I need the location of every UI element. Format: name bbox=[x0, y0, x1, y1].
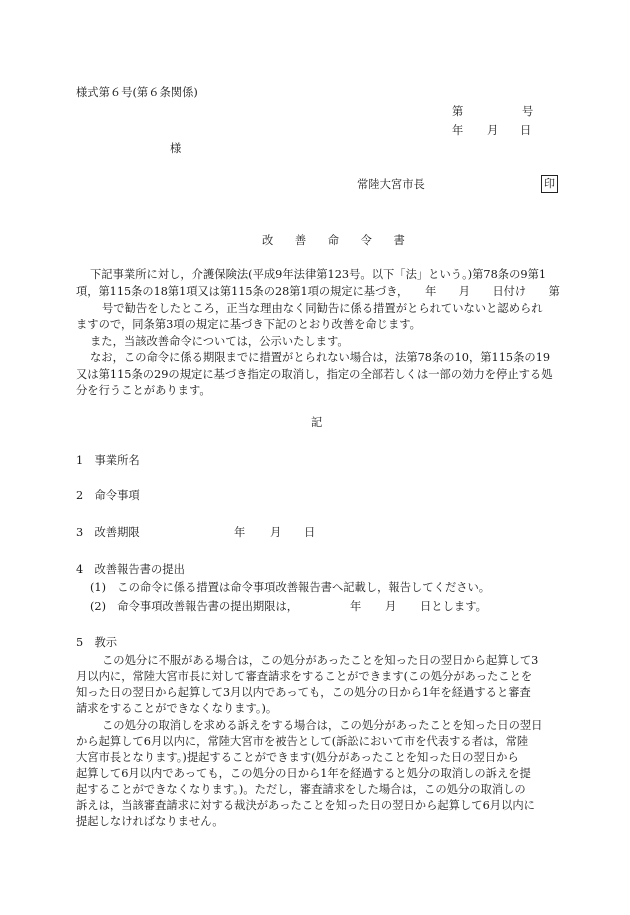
notice-line-4: 請求をすることができなくなります。)。 bbox=[76, 702, 278, 715]
seal-mark: 印 bbox=[541, 175, 558, 193]
item-4-2-day: 日とします。 bbox=[420, 600, 487, 613]
body-p3-line2: 又は第115条の29の規定に基づき指定の取消し，指定の全部若しくは一部の効力を停止する処 bbox=[76, 368, 553, 381]
doc-number-suffix: 号 bbox=[522, 105, 534, 118]
item-2: 2 命令事項 bbox=[76, 489, 140, 502]
item-4-2: (2) 命令事項改善報告書の提出期限は， bbox=[90, 600, 299, 613]
item-3: 3 改善期限 bbox=[76, 526, 140, 539]
date-month: 月 bbox=[487, 124, 499, 137]
item-4-2-year: 年 bbox=[350, 600, 362, 613]
item-4-2-month: 月 bbox=[385, 600, 397, 613]
body-p1-line2: 項，第115条の18第1項又は第115条の28第1項の規定に基づき， 年 月 日付け 第 bbox=[76, 285, 560, 298]
body-p1-line4: ますので，同条第3項の規定に基づき下記のとおり改善を命じます。 bbox=[76, 318, 421, 331]
notice-line-8: 起算して6月以内であっても，この処分の日から1年を経過すると処分の取消しの訴えを提 bbox=[76, 767, 531, 780]
body-p3-line1: なお，この命令に係る期限までに措置がとられない場合は，法第78条の10，第115条の19 bbox=[90, 351, 551, 364]
item-4-1: (1) この命令に係る措置は命令事項改善報告書へ記載し，報告してください。 bbox=[90, 581, 491, 594]
notice-line-11: 提起しなければなりません。 bbox=[76, 815, 224, 828]
item-1: 1 事業所名 bbox=[76, 454, 140, 467]
item-5: 5 教示 bbox=[76, 636, 118, 649]
body-p1-line1: 下記事業所に対し，介護保険法(平成9年法律第123号。以下「法」という。)第78条の9第1 bbox=[90, 268, 547, 281]
date-day: 日 bbox=[520, 124, 532, 137]
notice-line-2: 月以内に，常陸大宮市長に対して審査請求をすることができます(この処分があったことを bbox=[76, 670, 533, 683]
doc-number-prefix: 第 bbox=[452, 105, 464, 118]
notice-line-5: この処分の取消しを求める訴えをする場合は，この処分があったことを知った日の翌日 bbox=[102, 719, 543, 732]
date-year: 年 bbox=[452, 124, 464, 137]
document-title: 改 善 命 令 書 bbox=[262, 234, 414, 247]
notice-line-10: 訴えは，当該審査請求に対する裁決があったことを知った日の翌日から起算して6月以内に bbox=[76, 799, 535, 812]
notice-line-9: 起することができなくなります。)。ただし，審査請求をした場合は，この処分の取消しの bbox=[76, 783, 526, 796]
form-number: 様式第６号(第６条関係) bbox=[76, 86, 198, 99]
body-p3-line3: 分を行うことがあります。 bbox=[76, 384, 211, 397]
item-3-day: 日 bbox=[304, 526, 316, 539]
notice-line-1: この処分に不服がある場合は，この処分があったことを知った日の翌日から起算して3 bbox=[102, 654, 539, 667]
notice-line-6: から起算して6月以内に，常陸大宮市を被告として(訴訟において市を代表する者は，常陸 bbox=[76, 735, 529, 748]
notice-line-7: 大宮市長となります。)提起することができます(処分があったことを知った日の翌日から bbox=[76, 751, 519, 764]
addressee: 様 bbox=[170, 142, 182, 155]
item-3-month: 月 bbox=[270, 526, 282, 539]
body-p1-line3: 号で勧告をしたところ，正当な理由なく同勧告に係る措置がとられていないと認められ bbox=[102, 302, 543, 315]
ki-heading: 記 bbox=[311, 416, 323, 429]
item-4: 4 改善報告書の提出 bbox=[76, 563, 185, 576]
issuer: 常陸大宮市長 bbox=[357, 178, 425, 191]
notice-line-3: 知った日の翌日から起算して3月以内であっても，この処分の日から1年を経過すると審査 bbox=[76, 686, 531, 699]
body-p2: また，当該改善命令については，公示いたします。 bbox=[90, 335, 349, 348]
item-3-year: 年 bbox=[234, 526, 246, 539]
